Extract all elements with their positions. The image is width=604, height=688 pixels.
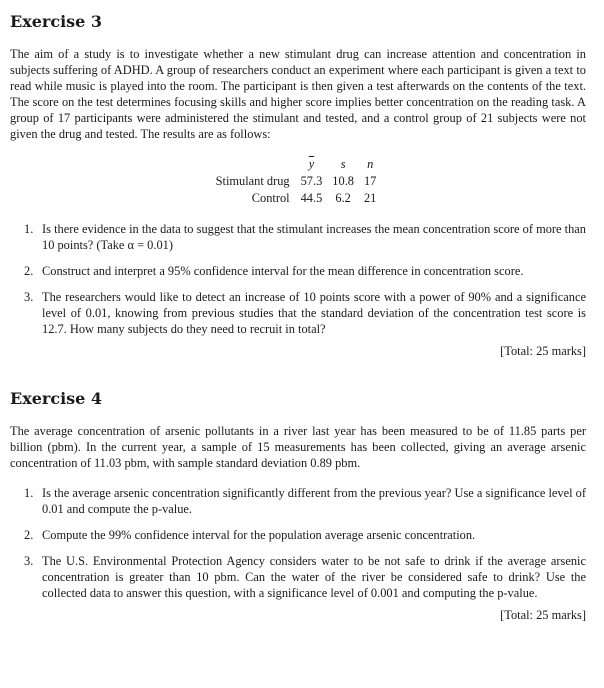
row-label: Control (251, 191, 290, 205)
exercise-4-title: Exercise 4 (10, 389, 103, 408)
question-number: 1. (24, 486, 34, 500)
question-number: 3. (24, 290, 34, 304)
exercise-3-title: Exercise 3 (10, 12, 103, 31)
cell-n: 17 (363, 174, 377, 188)
table-row-control (211, 190, 382, 207)
header-n: n (367, 157, 374, 171)
question-text: The researchers would like to detect an increase of 10 points score with a power of 90% and a significance level of 0.01, knowing from previous studies that the standard deviation of the concentration test score is 12.7. How many subjects do they need to recruit in total? (42, 290, 586, 336)
cell-n: 21 (363, 191, 377, 205)
header-sd: s (340, 157, 346, 171)
exercise-3-section (10, 12, 586, 359)
question-text: Is there evidence in the data to suggest that the stimulant increases the mean concentration score of more than 10 points? (Take α = 0.01) (42, 222, 586, 252)
header-mean: $\overline{y}$ (308, 157, 315, 171)
results-table (211, 156, 382, 207)
question-item (10, 553, 586, 601)
exercise-4-section (10, 389, 586, 623)
cell-mean: 44.5 (300, 191, 323, 205)
question-number: 3. (24, 554, 34, 568)
question-number: 2. (24, 528, 34, 542)
exercise-3-total: [Total: 25 marks] (500, 344, 586, 358)
question-item (10, 289, 586, 337)
results-table-header (211, 156, 382, 173)
exercise-4-questions (10, 485, 586, 601)
question-text: The U.S. Environmental Protection Agency considers water to be not safe to drink if the average arsenic concentration is greater than 10 pbm. Can the water of the river be considered safe to drink? Use the collected data to answer this question, with a significance level of 0.001 and computing the p-value. (42, 554, 586, 600)
cell-sd: 6.2 (335, 191, 351, 205)
question-text: Compute the 99% confidence interval for the population average arsenic concentration. (42, 528, 476, 542)
row-label: Stimulant drug (215, 174, 290, 188)
header-blank (211, 156, 296, 173)
question-item (10, 485, 586, 517)
exercise-4-total: [Total: 25 marks] (500, 608, 586, 622)
table-row-stimulant (211, 173, 382, 190)
question-text: Construct and interpret a 95% confidence interval for the mean difference in concentration score. (42, 264, 524, 278)
exercise-4-intro: The average concentration of arsenic pollutants in a river last year has been measured to be of 11.85 parts per billion (pbm). In the current year, a sample of 15 measurements has been collected, giving an average arsenic concentration of 11.03 pbm, with sample standard deviation 0.89 pbm. (10, 424, 586, 470)
question-item (10, 263, 586, 279)
cell-sd: 10.8 (332, 174, 354, 188)
question-text: Is the average arsenic concentration significantly different from the previous year? Use a significance level of 0.01 and compute the p-value. (42, 486, 586, 516)
exercise-3-intro: The aim of a study is to investigate whether a new stimulant drug can increase attention and concentration in subjects suffering of ADHD. A group of researchers conduct an experiment where each participant is given a text to read while music is played into the room. The participant is then given a test afterwards on the contents of the text. The score on the test determines focusing skills and higher score implies better concentration on the reading task. A group of 17 participants were administered the stimulant and tested, and a control group of 21 subjects were not given the drug and tested. The results are as follows: (10, 47, 586, 141)
cell-mean: 57.3 (300, 174, 323, 188)
question-item (10, 221, 586, 253)
question-number: 1. (24, 222, 34, 236)
question-number: 2. (24, 264, 34, 278)
exercise-3-questions (10, 221, 586, 337)
question-item (10, 527, 586, 543)
